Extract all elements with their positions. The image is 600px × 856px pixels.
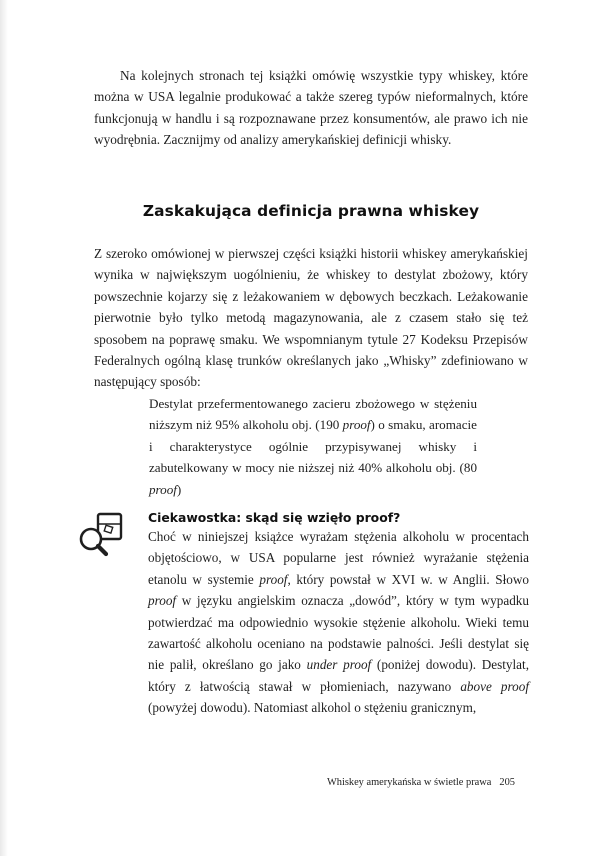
box-emphasis: proof (259, 571, 288, 587)
quote-emphasis: proof (149, 481, 177, 497)
intro-paragraph: Na kolejnych stronach tej książki omówię wszystkie typy whiskey, które można w USA legalnie produkować a także szereg typów nieformalnych, które funkcjonują w handlu i są rozpoznawane przez konsumentów, ale prawo ich nie wyodrębnia. Zacznijmy od analizy amerykańskiej definicji whisky. (94, 68, 528, 148)
definition-quote (149, 393, 477, 500)
box-emphasis: under proof (306, 657, 372, 673)
box-text: w języku angielskim oznacza „dowód”, który w tym wypadku potwierdzać ma odpowiednio wysokie stężenie alkoholu. Wieki temu zawartość alkoholu oceniano na podstawie palności. Jeśli destylat się nie palił, określano go jako (148, 593, 529, 673)
page-number: 205 (499, 777, 515, 788)
quote-text: ) (176, 481, 182, 497)
quote-text: Destylat przefermentowanego zacieru zbożowego w stężeniu niższym niż 95% alkoholu obj. (190 (149, 396, 477, 433)
page-gutter-shadow (0, 0, 8, 856)
box-emphasis: above proof (460, 678, 529, 694)
sidebar-box-text (148, 526, 529, 719)
quote-emphasis: proof (342, 417, 371, 433)
box-text: (powyżej dowodu). Natomiast alkohol o stężeniu granicznym, (148, 700, 477, 716)
box-text: (poniżej dowodu). Destylat, który z łatwością stawał w płomieniach, nazywano (148, 657, 529, 694)
running-title: Whiskey amerykańska w świetle prawa (326, 777, 492, 788)
box-text: , który powstał w XVI w. w Anglii. Słowo (287, 571, 529, 587)
box-emphasis: proof (148, 593, 177, 609)
section-paragraph: Z szeroko omówionej w pierwszej części książki historii whiskey amerykańskiej wynika w największym uogólnieniu, że whiskey to destylat zbożowy, który powszechnie kojarzy się z leżakowaniem w dębowych beczkach. Leżakowanie pierwotnie było tylko metodą magazynowania, ale z czasem stało się też sposobem na poprawę smaku. We wspomnianym tytule 27 Kodeksu Przepisów Federalnych ogólną klasę trunków określanych jako „Whisky” zdefiniowano w następujący sposób: (94, 246, 528, 390)
sidebar-box-title: Ciekawostka: skąd się wzięło proof? (148, 510, 401, 525)
quote-text: ) o smaku, aromacie i charakterystyce ogólnie przypisywanej whisky i zabutelkowany w mocy nie niższej niż 40% alkoholu obj. (80 (149, 417, 477, 476)
page-footer (295, 777, 515, 788)
section-heading: Zaskakująca definicja prawna whiskey (142, 202, 480, 220)
magnifier-whisky-glass-icon (78, 510, 136, 560)
box-text: Choć w niniejszej książce wyrażam stężenia alkoholu w procentach objętościowo, w USA popularne jest również wyrażanie stężenia etanolu w systemie (148, 529, 529, 587)
